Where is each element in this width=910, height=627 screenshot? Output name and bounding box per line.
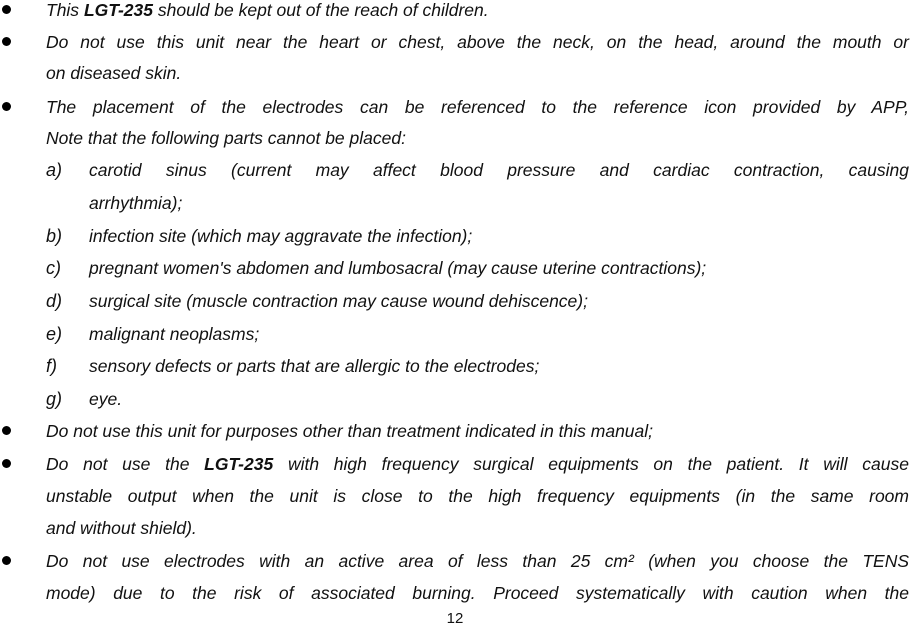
bullet-dot	[2, 102, 11, 111]
product-model: LGT-235	[204, 454, 274, 474]
sub-item-c: pregnant women's abdomen and lumbosacral (may cause uterine contractions);	[89, 258, 707, 278]
sub-marker: c)	[46, 258, 61, 278]
sub-item-b: infection site (which may aggravate the infection);	[89, 226, 473, 246]
bullet-5-line-1	[46, 454, 909, 474]
sub-item-d: surgical site (muscle contraction may cause wound dehiscence);	[89, 291, 588, 311]
sub-item-f: sensory defects or parts that are allergic to the electrodes;	[89, 356, 540, 376]
bullet-dot	[2, 426, 11, 435]
bullet-dot	[2, 5, 11, 14]
bullet-1-text-post: should be kept out of the reach of children.	[153, 0, 489, 20]
sub-marker: e)	[46, 324, 63, 344]
sub-marker: b)	[46, 226, 63, 246]
sub-marker: g)	[46, 389, 63, 409]
sub-item-a-line-1: carotid sinus (current may affect blood pressure and cardiac contraction, causing	[89, 160, 909, 180]
product-model: LGT-235	[83, 0, 153, 20]
bullet-dot	[2, 459, 11, 468]
bullet-5-line-2: unstable output when the unit is close to the high frequency equipments (in the same room	[46, 486, 909, 506]
page-number: 12	[446, 610, 464, 627]
sub-item-e: malignant neoplasms;	[89, 324, 260, 344]
bullet-3-line-2: Note that the following parts cannot be placed:	[46, 128, 406, 148]
bullet-dot	[2, 556, 11, 565]
bullet-1-text-pre: This	[46, 0, 84, 20]
sub-item-g: eye.	[89, 389, 123, 409]
bullet-dot	[2, 37, 11, 46]
bullet-5-line-3: and without shield).	[46, 518, 197, 538]
sub-marker: d)	[46, 291, 63, 311]
bullet-1	[46, 0, 489, 20]
bullet-3-line-1: The placement of the electrodes can be referenced to the reference icon provided by APP,	[46, 97, 909, 117]
bullet-2-line-2: on diseased skin.	[46, 63, 182, 83]
sub-marker: f)	[46, 356, 57, 376]
bullet-5-text-post: with high frequency surgical equipments on the patient. It will cause	[273, 454, 909, 474]
sub-marker: a)	[46, 160, 63, 180]
bullet-6-line-1: Do not use electrodes with an active area of less than 25 cm² (when you choose the TENS	[46, 551, 909, 571]
bullet-6-line-2: mode) due to the risk of associated burning. Proceed systematically with caution when the	[46, 583, 909, 603]
bullet-5-text-pre: Do not use the	[46, 454, 205, 474]
bullet-2-line-1: Do not use this unit near the heart or chest, above the neck, on the head, around the mouth or	[46, 32, 909, 52]
bullet-4: Do not use this unit for purposes other than treatment indicated in this manual;	[46, 421, 654, 441]
sub-item-a-line-2: arrhythmia);	[89, 193, 183, 213]
